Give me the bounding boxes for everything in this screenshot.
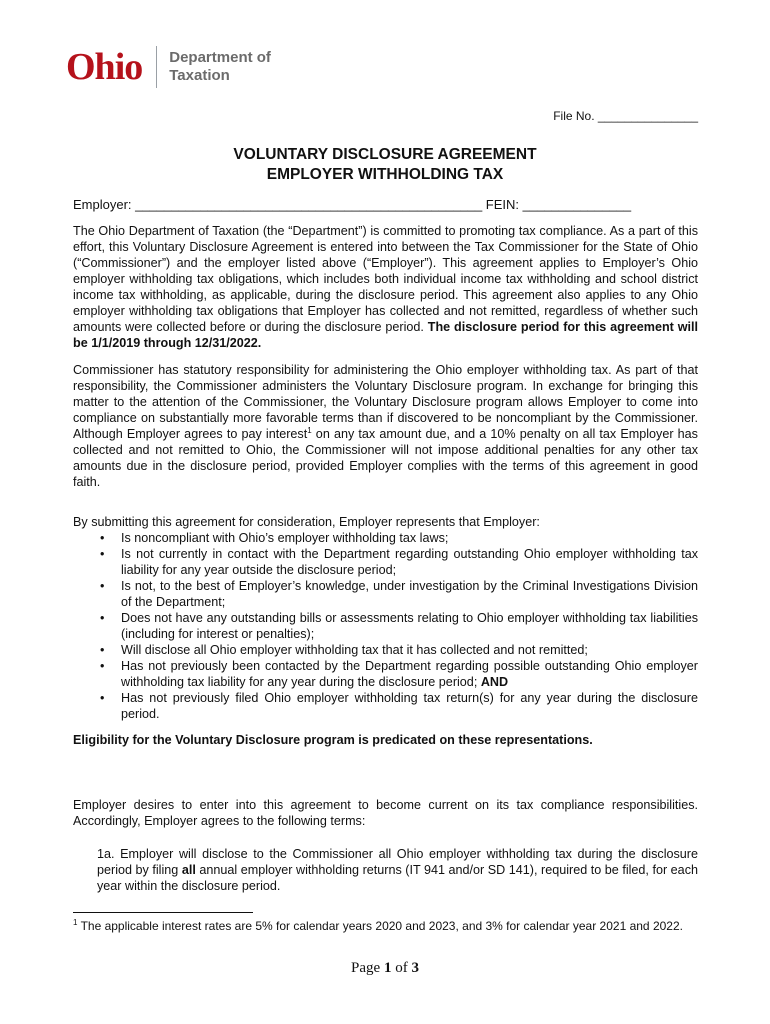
department-line-2: Taxation	[169, 67, 230, 84]
bullet-icon: •	[100, 611, 105, 625]
bullet-icon: •	[100, 659, 105, 673]
department-name	[169, 49, 271, 85]
footnote	[73, 918, 698, 934]
bullet-icon: •	[100, 547, 105, 561]
bullet-icon: •	[100, 643, 105, 657]
paragraph-commissioner	[73, 362, 698, 490]
disclosure-period-statement: The disclosure period for this agreement will be 1/1/2019 through 12/31/2022.	[73, 320, 698, 350]
paragraph-intro-text: The Ohio Department of Taxation (the “Department”) is committed to promoting tax compliance. As a part of this effort, this Voluntary Disclosure Agreement is entered into between the Tax Commissioner for the State of Ohio (“Commissioner”) and the employer listed above (“Employer”). This agreement applies to Employer’s Ohio employer withholding tax obligations, which includes both individual income tax withholding and school district income tax withholding, as applicable, during the disclosure period. This agreement also applies to any Ohio employer withholding tax obligations that Employer has collected and not remitted, regardless of whether such amounts were collected before or during the disclosure period.	[73, 224, 698, 334]
representations-list	[73, 530, 698, 722]
document-title: VOLUNTARY DISCLOSURE AGREEMENT	[233, 146, 537, 163]
bullet-icon: •	[100, 691, 105, 705]
term-1a	[97, 846, 698, 894]
list-item: • Has not previously been contacted by the Department regarding possible outstanding Ohio employer withholding tax liability for any year during the disclosure period; AND	[100, 659, 698, 689]
list-item: • Is not, to the best of Employer’s knowledge, under investigation by the Criminal Investigations Division of the Department;	[100, 579, 698, 609]
paragraph-commissioner-text-a: Commissioner has statutory responsibility for administering the Ohio employer withholding tax. As part of that responsibility, the Commissioner administers the Voluntary Disclosure program. In exchange for bringing this matter to the attention of the Commissioner, the Voluntary Disclosure program allows Employer to come into compliance on substantially more favorable terms than if discovered to be noncompliant by the Commissioner. Although Employer agrees to pay interest	[73, 363, 698, 441]
footnote-reference: 1	[307, 425, 312, 435]
bullet-and-connector: AND	[480, 675, 509, 689]
bullet-icon: •	[100, 531, 105, 545]
paragraph-intro	[73, 223, 698, 351]
list-item: • Is not currently in contact with the Department regarding outstanding Ohio employer withholding tax liability for any year outside the disclosure period;	[100, 547, 698, 577]
department-line-1: Department of	[169, 49, 271, 66]
ohio-logo-wordmark: Ohio	[66, 46, 143, 88]
term-1a-bold: all	[181, 863, 196, 877]
page-number: Page 1 of 3	[351, 960, 419, 976]
document-subtitle: EMPLOYER WITHHOLDING TAX	[266, 166, 504, 183]
list-item: • Does not have any outstanding bills or assessments relating to Ohio employer withholding tax liabilities (including for interest or penalties);	[100, 611, 698, 641]
list-item: • Has not previously filed Ohio employer withholding tax return(s) for any year during the disclosure period.	[100, 691, 698, 721]
footnote-text: The applicable interest rates are 5% for calendar years 2020 and 2023, and 3% for calendar year 2021 and 2022.	[77, 919, 683, 933]
term-1a-text-b: annual employer withholding returns (IT 941 and/or SD 141), required to be filed, for each year within the disclosure period.	[97, 863, 698, 893]
eligibility-statement: Eligibility for the Voluntary Disclosure program is predicated on these representations.	[73, 733, 593, 747]
ohio-taxation-logo	[66, 44, 271, 90]
bullet-icon: •	[100, 579, 105, 593]
footnote-divider	[73, 912, 253, 913]
paragraph-commissioner-text-b: on any tax amount due, and a 10% penalty on all tax Employer has collected and not remitted to Ohio, the Commissioner will not impose additional penalties for any other tax amounts due in the disclosure period, provided Employer complies with the terms of this agreement in good faith.	[73, 427, 698, 489]
file-number-field: File No. _______________	[553, 109, 698, 123]
logo-divider	[156, 46, 157, 88]
paragraph-agreement-terms: Employer desires to enter into this agreement to become current on its tax compliance responsibilities. Accordingly, Employer agrees to the following terms:	[73, 798, 698, 828]
footnote-mark: 1	[73, 918, 78, 927]
list-item: • Is noncompliant with Ohio’s employer withholding tax laws;	[100, 531, 449, 545]
current-page: 1	[383, 960, 392, 976]
employer-fein-line: Employer: ________________________________________________ FEIN: _______________	[73, 197, 632, 212]
term-1a-text-a: 1a. Employer will disclose to the Commissioner all Ohio employer withholding tax during the disclosure period by filing	[97, 847, 698, 877]
list-item: • Will disclose all Ohio employer withholding tax that it has collected and not remitted;	[100, 643, 588, 657]
total-pages: 3	[411, 960, 419, 976]
paragraph-representations: By submitting this agreement for consideration, Employer represents that Employer:	[73, 515, 540, 529]
